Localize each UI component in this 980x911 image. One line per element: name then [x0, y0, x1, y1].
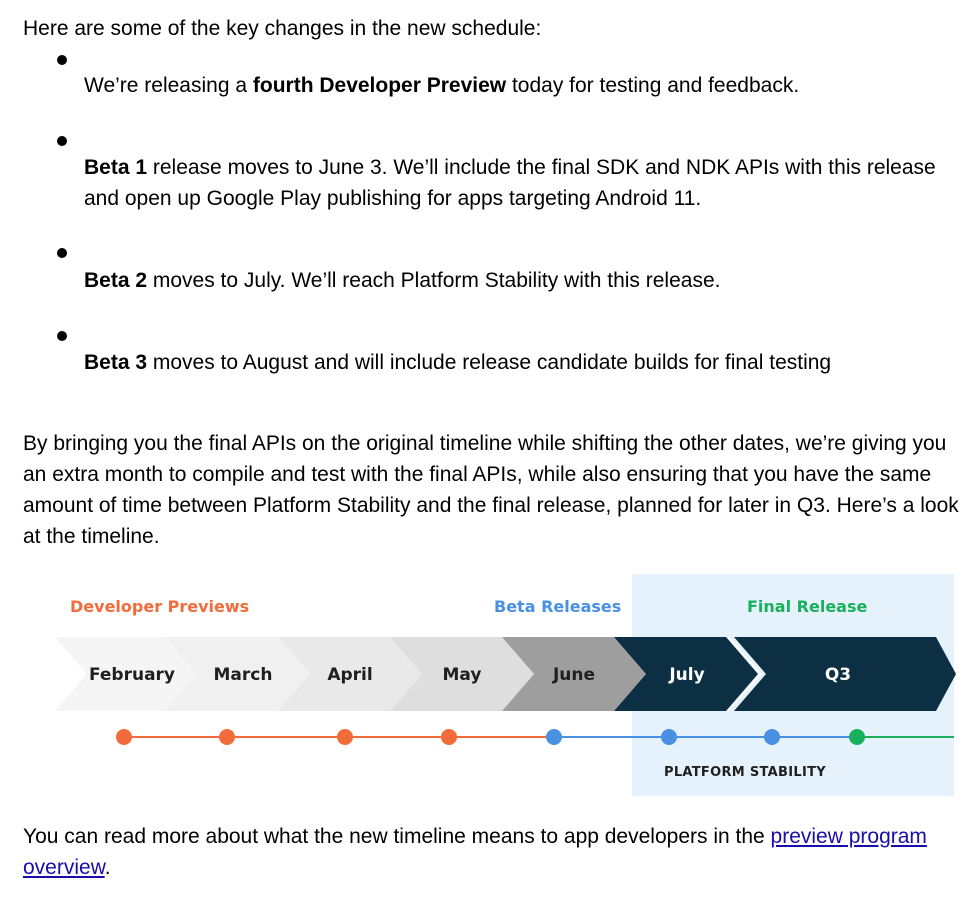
timeline-svg	[0, 572, 980, 798]
month-february: February	[88, 665, 176, 685]
milestone-dot-preview-4	[441, 729, 457, 745]
month-june: June	[552, 665, 596, 685]
bullet-item-1: We’re releasing a fourth Developer Preview today for testing and feedback.	[84, 74, 800, 97]
milestone-dot-preview-3	[337, 729, 353, 745]
preview-program-overview-link[interactable]: preview program overview	[23, 825, 927, 879]
bullet-marker	[57, 248, 67, 258]
bullet-marker	[57, 136, 67, 146]
timeline-graphic	[0, 572, 980, 798]
month-july: July	[669, 665, 705, 685]
milestone-dot-final	[849, 729, 865, 745]
milestone-dot-beta-2	[661, 729, 677, 745]
milestone-dot-beta-1	[546, 729, 562, 745]
phase-label-beta-releases: Beta Releases	[494, 597, 622, 616]
milestone-dot-preview-1	[116, 729, 132, 745]
month-may: May	[442, 665, 482, 685]
intro-text: Here are some of the key changes in the new schedule:	[23, 17, 542, 40]
month-march: March	[213, 665, 273, 685]
timeline-explanation: By bringing you the final APIs on the original timeline while shifting the other dates, we’re giving you an extra month to compile and test with the final APIs, while also ensuring that you have the same amount of time between Platform Stability and the final release, planned for later in Q3. Here’s a look at the timeline.	[23, 432, 959, 548]
month-q3: Q3	[824, 665, 852, 685]
bullet-marker	[57, 55, 67, 65]
read-more-text: You can read more about what the new timeline means to app developers in the preview program overview.	[23, 825, 927, 879]
milestone-dot-preview-2	[219, 729, 235, 745]
bullet-item-3: Beta 2 moves to July. We’ll reach Platform Stability with this release.	[84, 269, 721, 292]
phase-label-developer-previews: Developer Previews	[70, 597, 250, 616]
month-april: April	[327, 665, 373, 685]
platform-stability-label: PLATFORM STABILITY	[664, 765, 826, 780]
bullet-marker	[57, 331, 67, 341]
milestone-dot-beta-3	[764, 729, 780, 745]
phase-label-final-release: Final Release	[747, 597, 868, 616]
bullet-item-4: Beta 3 moves to August and will include release candidate builds for final testing	[84, 351, 832, 374]
bullet-item-2: Beta 1 release moves to June 3. We’ll include the final SDK and NDK APIs with this release and open up Google Play publishing for apps targeting Android 11.	[84, 156, 936, 210]
